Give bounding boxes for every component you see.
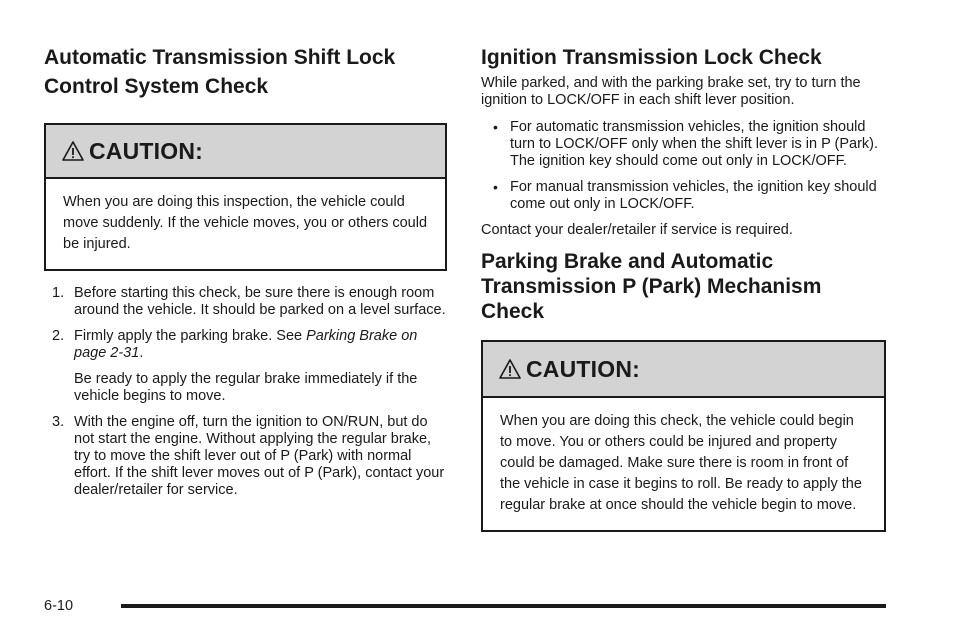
intro-paragraph: While parked, and with the parking brake set, try to turn the ignition to LOCK/OFF in each shift lever position. (481, 75, 861, 108)
left-column (44, 0, 447, 508)
caution-box-park-mechanism (481, 340, 886, 532)
list-item: 3. With the engine off, turn the ignition to ON/RUN, but do not start the engine. Without applying the regular brake, try to move the shift lever out of P (Park) with normal effort. If the shift lever moves out of P (Park), contact your dealer/retailer for service. (52, 414, 445, 498)
warning-triangle-icon (499, 358, 521, 380)
warning-triangle-icon (62, 140, 84, 162)
caution-box-shift-lock (44, 123, 447, 271)
caution-text: When you are doing this check, the vehicle could begin to move. You or others could be injured and property could be damaged. Make sure there is room in front of the vehicle in case it begins to roll. Be ready to apply the regular brake at once should the vehicle begin to move. (500, 413, 862, 513)
page-number: 6-10 (44, 598, 74, 614)
section-heading-ignition-lock: Ignition Transmission Lock Check (481, 46, 822, 69)
section-heading-shift-lock: Automatic Transmission Shift Lock Control System Check (44, 46, 396, 98)
page-reference-link[interactable]: Parking Brake on page 2-31 (74, 328, 418, 361)
contact-paragraph: Contact your dealer/retailer if service is required. (481, 222, 793, 238)
bullet-list (481, 119, 886, 213)
caution-text: When you are doing this inspection, the vehicle could move suddenly. If the vehicle moves, you or others could be injured. (63, 194, 428, 252)
list-item: • For manual transmission vehicles, the ignition key should come out only in LOCK/OFF. (493, 179, 877, 212)
caution-label: CAUTION: (89, 137, 204, 164)
list-item: • For automatic transmission vehicles, the ignition should turn to LOCK/OFF only when the shift lever is in P (Park). The ignition key should come out only in LOCK/OFF. (493, 119, 879, 169)
caution-label: CAUTION: (526, 355, 641, 382)
step-note: Be ready to apply the regular brake immediately if the vehicle begins to move. (74, 371, 418, 404)
footer-divider (121, 604, 886, 608)
bullet-icon: • (493, 119, 498, 135)
caution-header (483, 342, 884, 398)
right-column (481, 0, 886, 532)
list-item: 1. Before starting this check, be sure there is enough room around the vehicle. It should be parked on a level surface. (52, 285, 446, 318)
section-heading-park-mechanism: Parking Brake and Automatic Transmission P (Park) Mechanism Check (481, 250, 822, 323)
bullet-icon: • (493, 179, 498, 195)
caution-header (46, 125, 445, 179)
check-steps-list (44, 285, 447, 499)
list-item: 2. Firmly apply the parking brake. See Parking Brake on page 2-31. Be ready to apply the regular brake immediately if the vehicle begins to move. (44, 328, 447, 405)
